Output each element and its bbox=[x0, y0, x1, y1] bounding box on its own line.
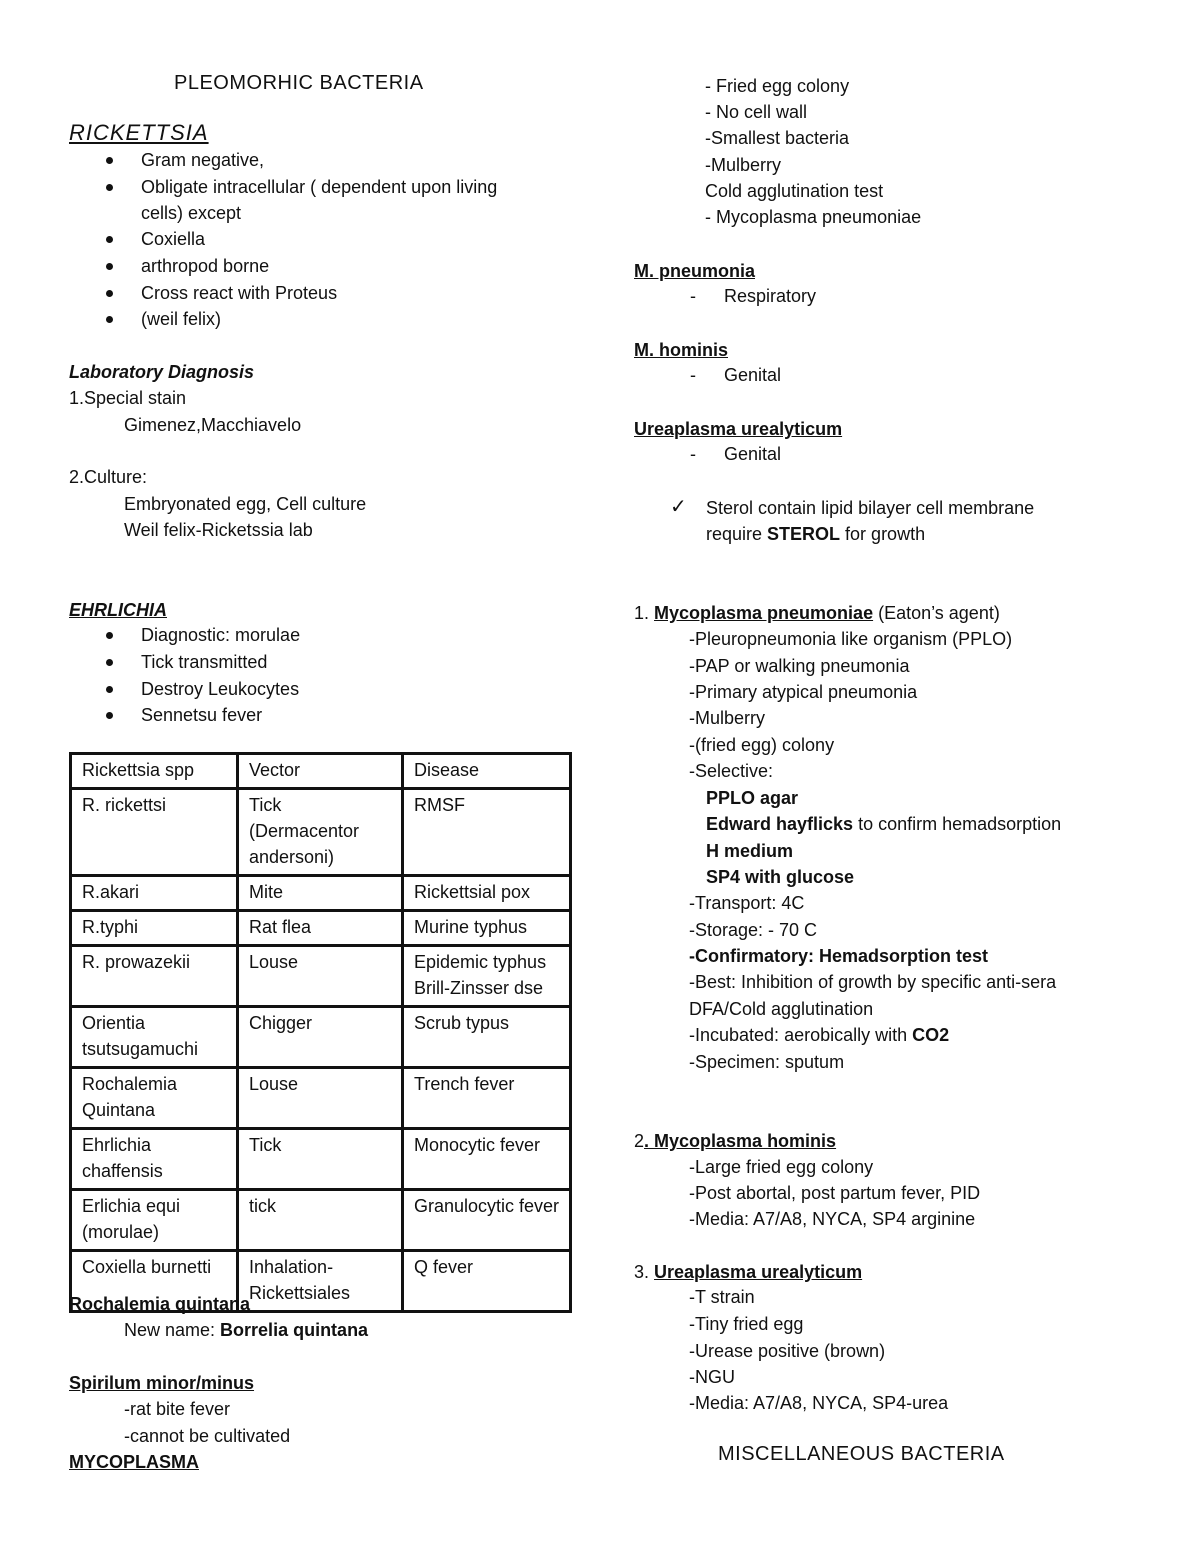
table-cell: R.typhi bbox=[71, 911, 238, 946]
m-hominis-site: Genital bbox=[724, 365, 782, 385]
new-name-value: Borrelia quintana bbox=[220, 1320, 369, 1340]
s2-line: -Media: A7/A8, NYCA, SP4 arginine bbox=[689, 1209, 976, 1229]
lab-line: Weil felix-Ricketssia lab bbox=[124, 520, 313, 540]
section-title: . Mycoplasma hominis bbox=[644, 1131, 837, 1151]
s1-line: -(fried egg) colony bbox=[689, 735, 835, 755]
s1-bold: CO2 bbox=[912, 1025, 950, 1045]
table-cell: Mite bbox=[238, 876, 403, 911]
s1-medium-text: to confirm hemadsorption bbox=[853, 814, 1062, 834]
rochalemia-heading: Rochalemia quintana bbox=[69, 1294, 251, 1314]
table-cell: Scrub typus bbox=[403, 1007, 571, 1068]
section-2-heading bbox=[634, 1128, 836, 1154]
s1-medium: SP4 with glucose bbox=[706, 867, 855, 887]
table-cell: R. prowazekii bbox=[71, 946, 238, 1007]
table-cell: Inhalation-Rickettsiales bbox=[238, 1251, 403, 1312]
s1-line: -Selective: bbox=[689, 761, 774, 781]
table-cell: RMSF bbox=[403, 789, 571, 876]
list-item: Obligate intracellular ( dependent upon living bbox=[141, 177, 498, 197]
mycoplasma-feature: - Mycoplasma pneumoniae bbox=[705, 207, 922, 227]
sterol-bold: STEROL bbox=[767, 524, 841, 544]
spirilum-line: -cannot be cultivated bbox=[124, 1426, 291, 1446]
table-row bbox=[71, 789, 571, 876]
bullet-icon bbox=[106, 157, 113, 164]
ehrlichia-heading: EHRLICHIA bbox=[69, 600, 167, 620]
bullet-icon bbox=[106, 316, 113, 323]
list-item: (weil felix) bbox=[141, 309, 222, 329]
table-cell: Rickettsial pox bbox=[403, 876, 571, 911]
bullet-icon bbox=[106, 236, 113, 243]
table-row bbox=[71, 876, 571, 911]
table-cell: Epidemic typhus Brill-Zinsser dse bbox=[403, 946, 571, 1007]
mycoplasma-feature: - No cell wall bbox=[705, 102, 808, 122]
list-item: Coxiella bbox=[141, 229, 206, 249]
dash: - bbox=[690, 444, 696, 464]
m-pneumonia-heading: M. pneumonia bbox=[634, 261, 755, 281]
list-item: Sennetsu fever bbox=[141, 705, 263, 725]
table-cell: R. rickettsi bbox=[71, 789, 238, 876]
list-item: arthropod borne bbox=[141, 256, 270, 276]
table-header-cell: Rickettsia spp bbox=[71, 754, 238, 789]
s3-line: -Media: A7/A8, NYCA, SP4-urea bbox=[689, 1393, 949, 1413]
lab-line: Gimenez,Macchiavelo bbox=[124, 415, 302, 435]
table-cell: R.akari bbox=[71, 876, 238, 911]
list-item: Gram negative, bbox=[141, 150, 265, 170]
list-item: Cross react with Proteus bbox=[141, 283, 338, 303]
section-1-heading bbox=[634, 600, 1000, 626]
list-item: Diagnostic: morulae bbox=[141, 625, 301, 645]
misc-bacteria-title: MISCELLANEOUS BACTERIA bbox=[718, 1443, 1005, 1465]
table-row bbox=[71, 1190, 571, 1251]
s1-medium bbox=[706, 811, 1061, 837]
mycoplasma-feature: -Mulberry bbox=[705, 155, 782, 175]
s1-text: -Incubated: aerobically with bbox=[689, 1025, 913, 1045]
bullet-icon bbox=[106, 712, 113, 719]
table-row bbox=[71, 911, 571, 946]
m-pneumonia-site: Respiratory bbox=[724, 286, 817, 306]
table-cell: Coxiella burnetti bbox=[71, 1251, 238, 1312]
page-title: PLEOMORHIC BACTERIA bbox=[174, 72, 424, 94]
sterol-text: for growth bbox=[840, 524, 926, 544]
s1-line: -Transport: 4C bbox=[689, 893, 805, 913]
table-row bbox=[71, 1129, 571, 1190]
table-cell: Tick (Dermacentor andersoni) bbox=[238, 789, 403, 876]
lab-line: 2.Culture: bbox=[69, 467, 148, 487]
lab-line: Embryonated egg, Cell culture bbox=[124, 494, 367, 514]
table-cell: Ehrlichia chaffensis bbox=[71, 1129, 238, 1190]
section-number: 1. bbox=[634, 603, 655, 623]
mycoplasma-feature: -Smallest bacteria bbox=[705, 128, 850, 148]
table-cell: Monocytic fever bbox=[403, 1129, 571, 1190]
s1-line: -Storage: - 70 C bbox=[689, 920, 818, 940]
section-title: Ureaplasma urealyticum bbox=[654, 1262, 863, 1282]
s1-medium: PPLO agar bbox=[706, 788, 799, 808]
mycoplasma-feature: - Fried egg colony bbox=[705, 76, 850, 96]
mycoplasma-heading: MYCOPLASMA bbox=[69, 1452, 199, 1472]
table-cell: Louse bbox=[238, 946, 403, 1007]
table-cell: Murine typhus bbox=[403, 911, 571, 946]
new-name-label: New name: bbox=[124, 1320, 221, 1340]
s3-line: -NGU bbox=[689, 1367, 735, 1387]
table-cell: Chigger bbox=[238, 1007, 403, 1068]
table-cell: Granulocytic fever bbox=[403, 1190, 571, 1251]
bullet-icon bbox=[106, 290, 113, 297]
m-hominis-heading: M. hominis bbox=[634, 340, 728, 360]
s1-line: -Mulberry bbox=[689, 708, 766, 728]
rochalemia-new-name bbox=[124, 1317, 368, 1343]
sterol-line-2 bbox=[706, 521, 925, 547]
s3-line: -Tiny fried egg bbox=[689, 1314, 804, 1334]
rickettsia-heading: RICKETTSIA bbox=[69, 120, 209, 145]
list-item: cells) except bbox=[141, 203, 242, 223]
s1-line: -PAP or walking pneumonia bbox=[689, 656, 910, 676]
section-3-heading bbox=[634, 1259, 862, 1285]
s1-medium: H medium bbox=[706, 841, 794, 861]
s1-line: -Best: Inhibition of growth by specific anti-sera bbox=[689, 972, 1057, 992]
list-item: Tick transmitted bbox=[141, 652, 268, 672]
table-cell: Q fever bbox=[403, 1251, 571, 1312]
s1-line: -Specimen: sputum bbox=[689, 1052, 845, 1072]
section-number: 2 bbox=[634, 1131, 645, 1151]
table-row bbox=[71, 946, 571, 1007]
ureaplasma-heading: Ureaplasma urealyticum bbox=[634, 419, 843, 439]
table-header-cell: Vector bbox=[238, 754, 403, 789]
s3-line: -Urease positive (brown) bbox=[689, 1341, 886, 1361]
section-number: 3. bbox=[634, 1262, 655, 1282]
table-cell: Rochalemia Quintana bbox=[71, 1068, 238, 1129]
table-header-cell: Disease bbox=[403, 754, 571, 789]
table-cell: Rat flea bbox=[238, 911, 403, 946]
bullet-icon bbox=[106, 659, 113, 666]
table-cell: Louse bbox=[238, 1068, 403, 1129]
table-header-row bbox=[71, 754, 571, 789]
spirilum-line: -rat bite fever bbox=[124, 1399, 231, 1419]
table-cell: Trench fever bbox=[403, 1068, 571, 1129]
bullet-icon bbox=[106, 184, 113, 191]
table-row bbox=[71, 1007, 571, 1068]
table-cell: Orientia tsutsugamuchi bbox=[71, 1007, 238, 1068]
s1-line bbox=[689, 1022, 949, 1048]
section-title: Mycoplasma pneumoniae bbox=[654, 603, 874, 623]
bullet-icon bbox=[106, 632, 113, 639]
sterol-text: require bbox=[706, 524, 768, 544]
rickettsia-table bbox=[69, 752, 572, 1313]
bullet-icon bbox=[106, 263, 113, 270]
list-item: Destroy Leukocytes bbox=[141, 679, 300, 699]
s1-line: -Pleuropneumonia like organism (PPLO) bbox=[689, 629, 1013, 649]
table-cell: tick bbox=[238, 1190, 403, 1251]
section-suffix: (Eaton’s agent) bbox=[873, 603, 1000, 623]
dash: - bbox=[690, 286, 696, 306]
sterol-line: Sterol contain lipid bilayer cell membrane bbox=[706, 498, 1035, 518]
mycoplasma-feature: Cold agglutination test bbox=[705, 181, 884, 201]
s1-line: -Confirmatory: Hemadsorption test bbox=[689, 946, 989, 966]
s3-line: -T strain bbox=[689, 1287, 755, 1307]
s2-line: -Post abortal, post partum fever, PID bbox=[689, 1183, 981, 1203]
lab-diagnosis-heading: Laboratory Diagnosis bbox=[69, 362, 255, 382]
table-cell: Erlichia equi (morulae) bbox=[71, 1190, 238, 1251]
table-cell: Tick bbox=[238, 1129, 403, 1190]
bullet-icon bbox=[106, 686, 113, 693]
checkmark-icon: ✓ bbox=[670, 496, 687, 518]
lab-line: 1.Special stain bbox=[69, 388, 187, 408]
s2-line: -Large fried egg colony bbox=[689, 1157, 874, 1177]
ureaplasma-site: Genital bbox=[724, 444, 782, 464]
s1-line: -Primary atypical pneumonia bbox=[689, 682, 918, 702]
table-row bbox=[71, 1068, 571, 1129]
spirilum-heading: Spirilum minor/minus bbox=[69, 1373, 255, 1393]
s1-line: DFA/Cold agglutination bbox=[689, 999, 874, 1019]
dash: - bbox=[690, 365, 696, 385]
s1-medium-bold: Edward hayflicks bbox=[706, 814, 854, 834]
